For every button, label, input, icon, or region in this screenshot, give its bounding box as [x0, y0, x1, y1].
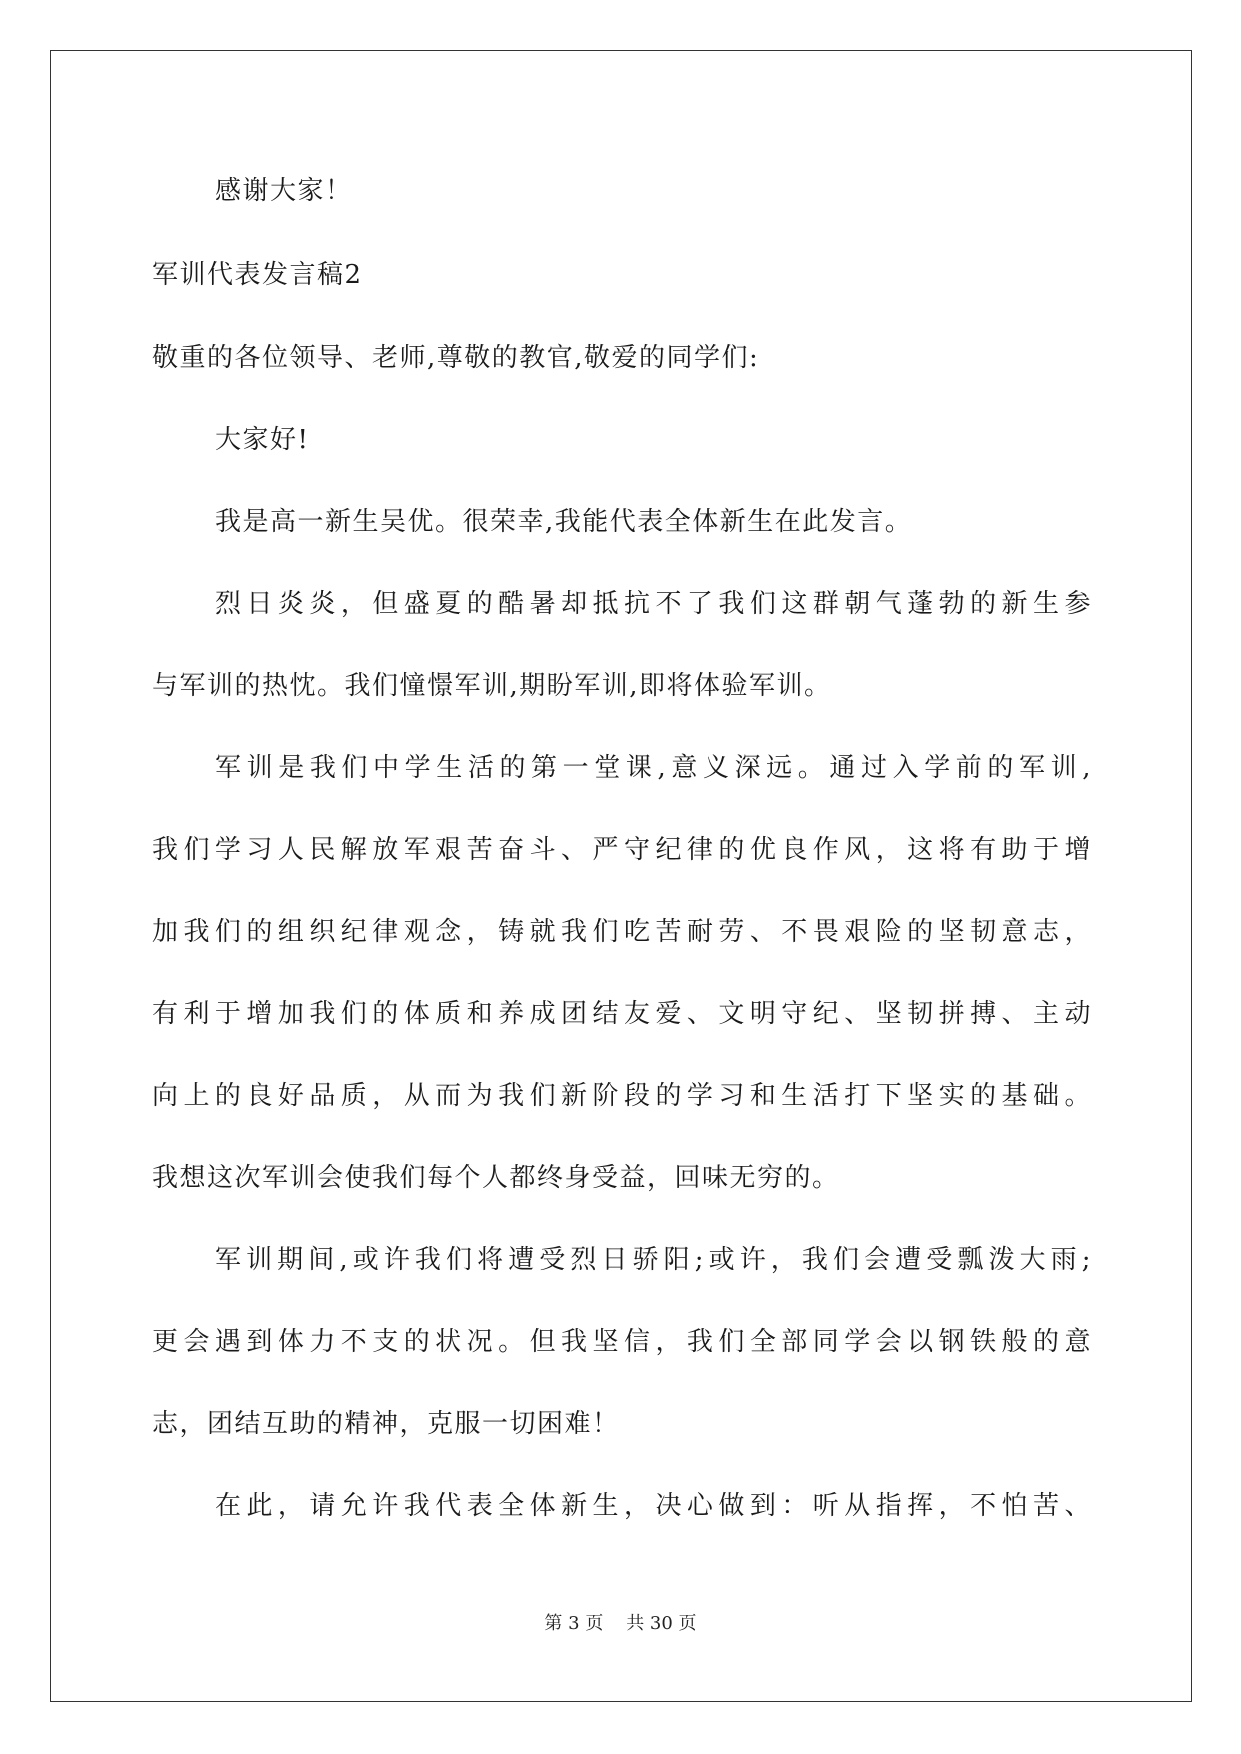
paragraph-line: 在此，请允许我代表全体新生，决心做到：听从指挥，不怕苦、	[215, 1491, 1092, 1521]
paragraph-line: 军训期间,或许我们将遭受烈日骄阳;或许，我们会遭受瓢泼大雨;	[215, 1245, 1092, 1275]
page-border	[50, 50, 1192, 1702]
paragraph-line: 更会遇到体力不支的状况。但我坚信，我们全部同学会以钢铁般的意	[152, 1327, 1092, 1357]
paragraph-line: 我是高一新生吴优。很荣幸,我能代表全体新生在此发言。	[215, 507, 913, 537]
page-footer	[0, 1612, 1241, 1636]
closing-thanks: 感谢大家！	[215, 176, 353, 206]
paragraph-line: 我想这次军训会使我们每个人都终身受益，回味无穷的。	[152, 1163, 840, 1193]
paragraph-line: 向上的良好品质，从而为我们新阶段的学习和生活打下坚实的基础。	[152, 1081, 1092, 1111]
greeting: 大家好!	[215, 425, 310, 455]
page-number: 第 3 页 共 30 页	[544, 1613, 697, 1634]
paragraph-line: 有利于增加我们的体质和养成团结友爱、文明守纪、坚韧拼搏、主动	[152, 999, 1092, 1029]
salutation: 敬重的各位领导、老师,尊敬的教官,敬爱的同学们:	[152, 343, 760, 373]
paragraph-line: 与军训的热忱。我们憧憬军训,期盼军训,即将体验军训。	[152, 671, 832, 701]
paragraph-line: 我们学习人民解放军艰苦奋斗、严守纪律的优良作风，这将有助于增	[152, 835, 1092, 865]
paragraph-line: 志，团结互助的精神，克服一切困难！	[152, 1409, 620, 1439]
paragraph-line: 加我们的组织纪律观念，铸就我们吃苦耐劳、不畏艰险的坚韧意志，	[152, 917, 1092, 947]
section-heading: 军训代表发言稿2	[152, 260, 363, 290]
paragraph-line: 烈日炎炎，但盛夏的酷暑却抵抗不了我们这群朝气蓬勃的新生参	[215, 589, 1092, 619]
paragraph-line: 军训是我们中学生活的第一堂课,意义深远。通过入学前的军训,	[215, 753, 1092, 783]
